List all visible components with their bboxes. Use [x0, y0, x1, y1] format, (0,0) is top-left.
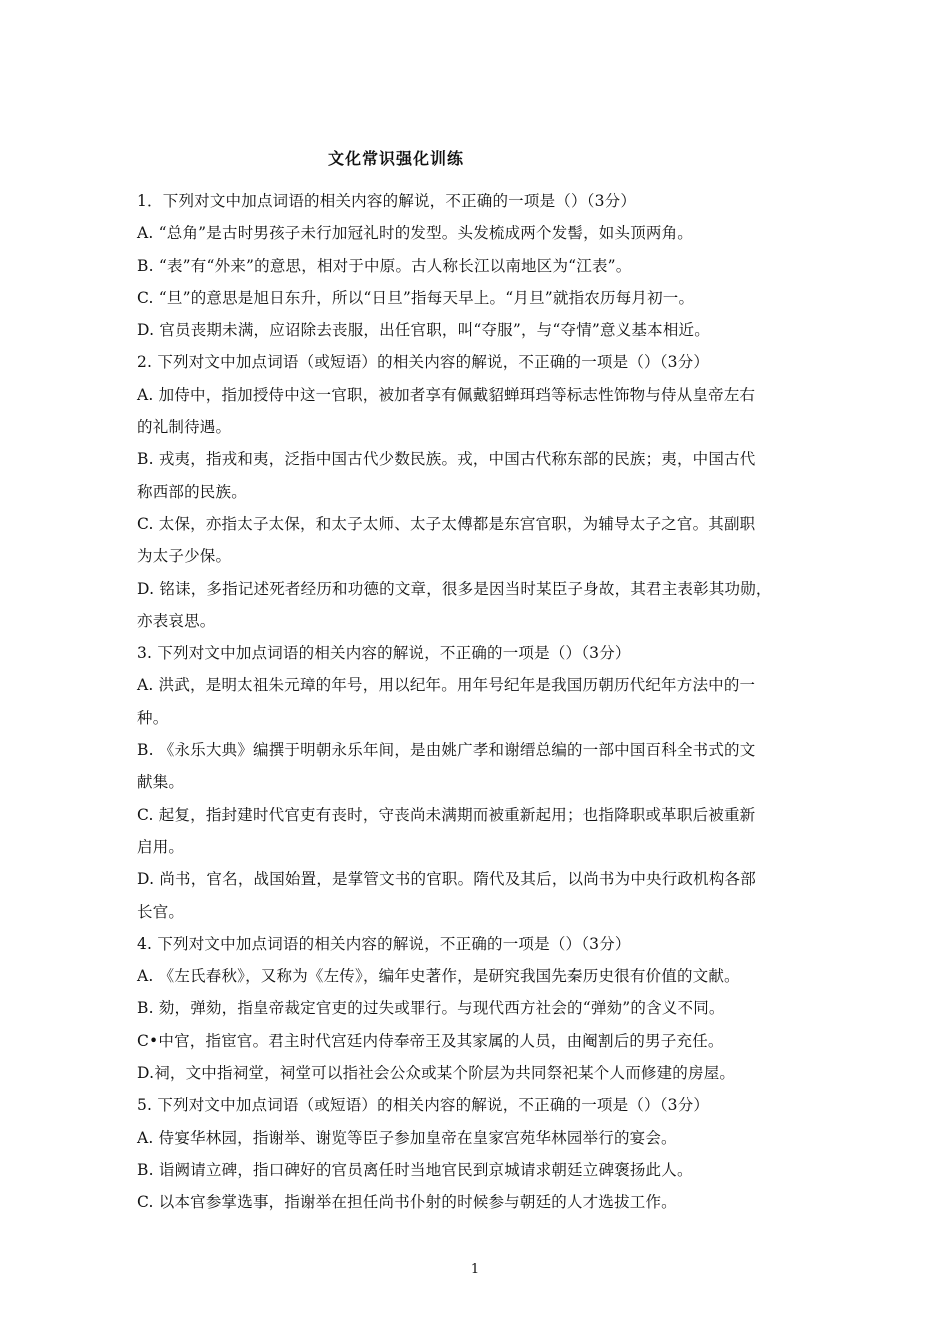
text-line: D. 官员丧期未满，应诏除去丧服，出任官职，叫“夺服”，与“夺情”意义基本相近。: [137, 321, 710, 340]
text-line: A. 侍宴华林园，指谢举、谢览等臣子参加皇帝在皇家宫苑华林园举行的宴会。: [137, 1128, 677, 1147]
text-line: 的礼制待遇。: [137, 418, 232, 437]
text-line: A. “总角”是古时男孩子未行加冠礼时的发型。头发梳成两个发髻，如头顶两角。: [137, 224, 693, 243]
text-line: B. 劾，弹劾，指皇帝裁定官吏的过失或罪行。与现代西方社会的“弹劾”的含义不同。: [137, 999, 725, 1018]
text-line: 2. 下列对文中加点词语（或短语）的相关内容的解说，不正确的一项是（）（3分）: [137, 353, 710, 372]
page-number: 1: [470, 1262, 480, 1277]
text-line: B. 《永乐大典》编撰于明朝永乐年间，是由姚广孝和谢缙总编的一部中国百科全书式的文: [137, 741, 756, 760]
text-line: B. 戎夷，指戎和夷，泛指中国古代少数民族。戎，中国古代称东部的民族；夷，中国古代: [137, 450, 756, 469]
text-line: D. 尚书，官名，战国始置，是掌管文书的官职。隋代及其后，以尚书为中央行政机构各部: [137, 870, 756, 889]
text-line: A. 加侍中，指加授侍中这一官职，被加者享有佩戴貂蝉珥珰等标志性饰物与侍从皇帝左右: [137, 385, 756, 404]
text-line: D. 铭诔，多指记述死者经历和功德的文章，很多是因当时某臣子身故，其君主表彰其功勋，: [137, 579, 772, 598]
text-line: 长官。: [137, 902, 185, 921]
text-line: C. 太保，亦指太子太保，和太子太师、太子太傅都是东宫官职，为辅导太子之官。其副职: [137, 514, 756, 533]
text-line: B. 诣阙请立碑，指口碑好的官员离任时当地官民到京城请求朝廷立碑褒扬此人。: [137, 1160, 693, 1179]
text-line: 3. 下列对文中加点词语的相关内容的解说，不正确的一项是（）（3分）: [137, 644, 631, 663]
text-line: A. 洪武，是明太祖朱元璋的年号，用以纪年。用年号纪年是我国历朝历代纪年方法中的一: [137, 676, 756, 695]
text-line: 称西部的民族。: [137, 482, 247, 501]
text-line: C. 以本官参掌选事，指谢举在担任尚书仆射的时候参与朝廷的人才选拔工作。: [137, 1193, 677, 1212]
text-line: C. “旦”的意思是旭日东升，所以“日旦”指每天早上。“月旦”就指农历每月初一。: [137, 288, 695, 307]
text-line: 4. 下列对文中加点词语的相关内容的解说，不正确的一项是（）（3分）: [137, 934, 631, 953]
text-line: 启用。: [137, 837, 185, 856]
text-line: C•中官，指宦官。君主时代宫廷内侍奉帝王及其家属的人员，由阉割后的男子充任。: [137, 1031, 724, 1050]
document-body: [137, 185, 827, 1219]
document-title: 文化常识强化训练: [328, 149, 465, 168]
text-line: 种。: [137, 708, 169, 727]
text-line: 1．下列对文中加点词语的相关内容的解说，不正确的一项是（）（3分）: [137, 192, 637, 210]
text-line: 为太子少保。: [137, 547, 232, 566]
text-line: 5. 下列对文中加点词语（或短语）的相关内容的解说，不正确的一项是（）（3分）: [137, 1096, 710, 1115]
text-line: B. “表”有“外来”的意思，相对于中原。古人称长江以南地区为“江表”。: [137, 256, 632, 275]
text-line: C. 起复，指封建时代官吏有丧时，守丧尚未满期而被重新起用；也指降职或革职后被重新: [137, 805, 756, 824]
text-line: A. 《左氏春秋》，又称为《左传》，编年史著作，是研究我国先秦历史很有价值的文献。: [137, 967, 740, 986]
text-line: 亦表哀思。: [137, 611, 216, 630]
text-line: D.祠，文中指祠堂，祠堂可以指社会公众或某个阶层为共同祭祀某个人而修建的房屋。: [137, 1064, 736, 1083]
text-line: 献集。: [137, 773, 185, 792]
